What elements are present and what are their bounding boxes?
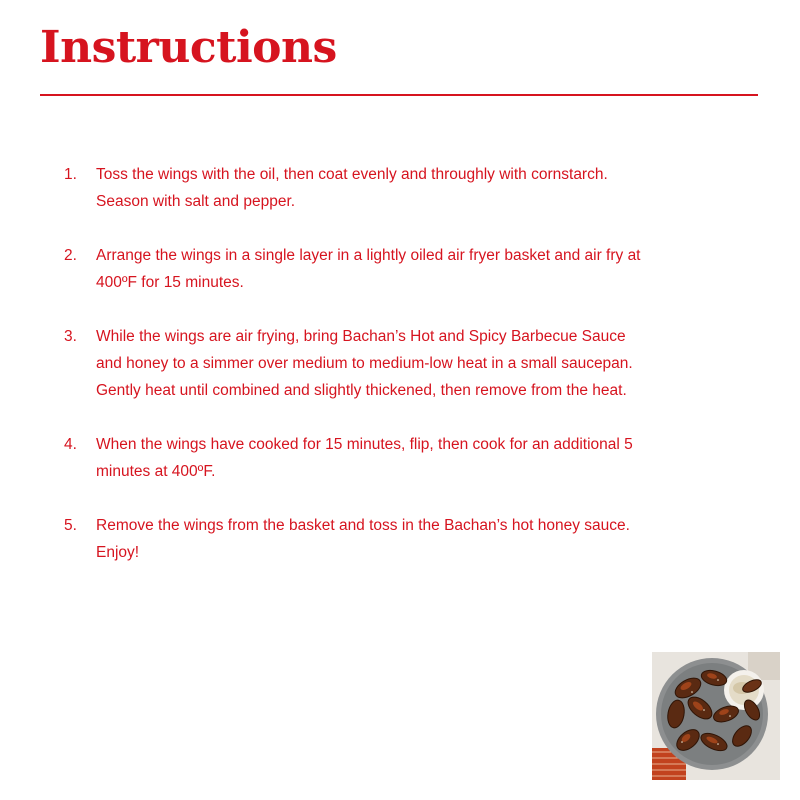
list-item <box>64 323 654 404</box>
step-number: 5. <box>64 517 77 534</box>
chicken-wings-photo <box>652 652 780 780</box>
title-divider <box>40 94 758 96</box>
step-number: 2. <box>64 247 77 264</box>
list-item <box>64 512 654 566</box>
step-text: While the wings are air frying, bring Bachan’s Hot and Spicy Barbecue Sauce and honey to a simmer over medium to medium-low heat in a small saucepan. Gently heat until combined and slightly thickened, then remove from the heat. <box>96 328 633 399</box>
step-number: 4. <box>64 436 77 453</box>
step-number: 1. <box>64 166 77 183</box>
list-item <box>64 242 654 296</box>
list-item <box>64 431 654 485</box>
step-text: When the wings have cooked for 15 minutes, flip, then cook for an additional 5 minutes at 400ºF. <box>96 436 633 480</box>
list-item <box>64 161 654 215</box>
page-title: Instructions <box>40 22 337 73</box>
step-text: Arrange the wings in a single layer in a lightly oiled air fryer basket and air fry at 400ºF for 15 minutes. <box>96 247 641 291</box>
step-text: Remove the wings from the basket and toss in the Bachan’s hot honey sauce. Enjoy! <box>96 517 630 561</box>
chicken-wings-illustration <box>652 652 780 780</box>
step-text: Toss the wings with the oil, then coat evenly and throughly with cornstarch. Season with salt and pepper. <box>96 166 608 210</box>
instructions-list <box>64 161 654 593</box>
step-number: 3. <box>64 328 77 345</box>
